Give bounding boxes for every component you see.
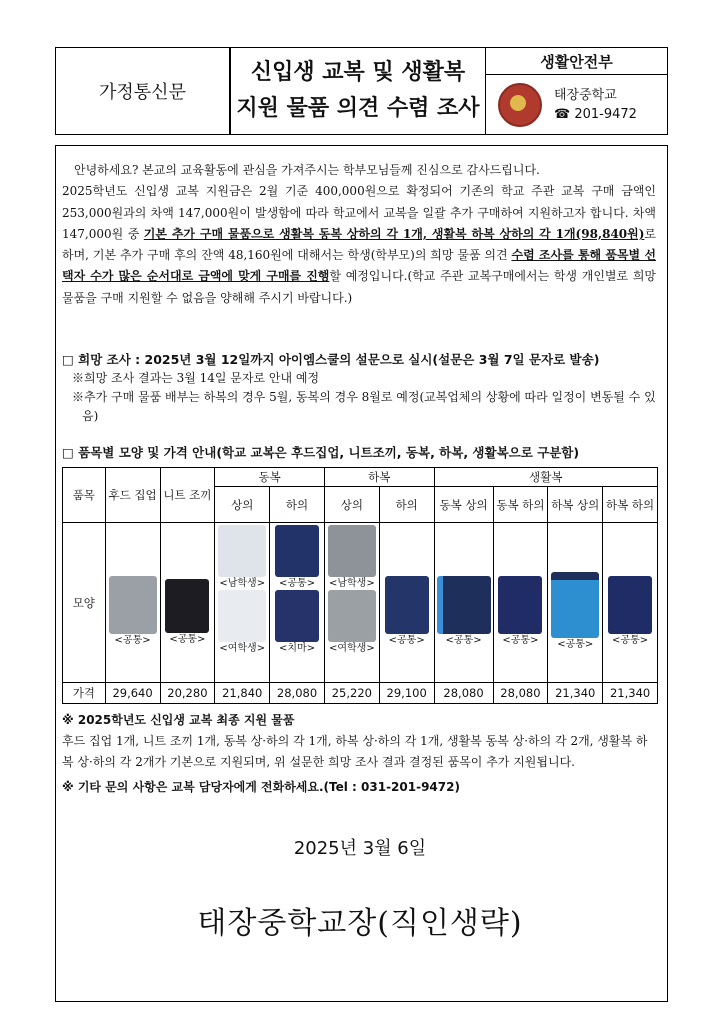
final-heading: ※ 2025학년도 신입생 교복 최종 지원 물품 [62, 713, 295, 727]
winter-shirt-female-image [218, 590, 266, 642]
price-table: 품목 후드 집업 니트 조끼 동복 하복 생활복 상의 하의 상의 하의 동복 상의 동복 하의 하복 상의 하복 하의 모양 <공통> <공통> <남학생> <여학생> <공통> <치마> <남학생> <여학생> <공통> <공통> <공통> <공통> <공통> 가격 29,640 20,280 21,840 28,080 25,220 29,100 28,080 28,080 21,340 21,340 [62, 467, 658, 704]
department-label: 생활안전부 [486, 48, 667, 75]
col-hood: 후드 집업 [105, 468, 160, 523]
price-cell: 28,080 [270, 683, 325, 704]
price-cell: 29,640 [105, 683, 160, 704]
basic-purchase-highlight: 기본 추가 구매 물품으로 생활복 동복 상하의 각 1개, 생활복 하복 상하의 각 1개(98,840원) [143, 226, 645, 241]
school-phone: ☎ 201-9472 [554, 106, 637, 122]
principal-signature: 태장중학교장(직인생략) [197, 906, 523, 941]
price-cell: 21,340 [603, 683, 658, 704]
col-life-3: 하복 하의 [603, 487, 658, 523]
life-winter-top-image [437, 576, 491, 634]
price-cell: 21,840 [215, 683, 270, 704]
issuer-block [486, 48, 667, 134]
hood-zipup-image [109, 576, 157, 634]
row-price-label: 가격 [63, 683, 106, 704]
title-line-1: 신입생 교복 및 생활복 [250, 60, 466, 85]
col-summer: 하복 [324, 468, 434, 487]
newsletter-label: 가정통신문 [56, 48, 231, 134]
price-cell: 21,340 [548, 683, 603, 704]
col-item: 품목 [63, 468, 106, 523]
survey-note-1: ※희망 조사 결과는 3월 14일 문자로 안내 예정 [72, 371, 320, 385]
price-cell: 25,220 [324, 683, 379, 704]
price-cell: 28,080 [434, 683, 493, 704]
row-shape-label: 모양 [63, 523, 106, 683]
greeting: 안녕하세요? 본교의 교육활동에 관심을 가져주시는 학부모님들께 진심으로 감사드립니다. [74, 163, 540, 177]
col-summer-bottom: 하의 [379, 487, 434, 523]
items-heading: □ 품목별 모양 및 가격 안내(학교 교복은 후드집업, 니트조끼, 동복, 하복, 생활복으로 구분함) [62, 445, 580, 460]
document-title [231, 48, 486, 134]
col-summer-top: 상의 [324, 487, 379, 523]
col-winter: 동복 [215, 468, 325, 487]
col-life-1: 동복 하의 [493, 487, 548, 523]
price-cell: 20,280 [160, 683, 215, 704]
col-life-2: 하복 상의 [548, 487, 603, 523]
price-cell: 29,100 [379, 683, 434, 704]
school-seal-icon [498, 83, 542, 127]
contact-line: ※ 기타 문의 사항은 교복 담당자에게 전화하세요.(Tel : 031-201-9472) [62, 780, 460, 794]
intro-body: 2025학년도 신입생 교복 지원금은 2월 기준 400,000원으로 확정되어 기존의 학교 주관 교복 구매 금액인 253,000원과의 차액 147,000원이 발생함에 따라 학교에서 교복을 일괄 추가 구매하여 지원하고자 합니다. 차액 147,000원 중 기본 추가 구매 물품으로 생활복 동복 상하의 각 1개, 생활복 하복 상하의 각 1개(98,840원)로 하며, 기본 추가 구매 후의 잔액 48,160원에 대해서는 학생(학부모)의 희망 물품 의견 수렴 조사를 통해 품목별 선택자 수가 많은 순서대로 금액에 맞게 구매를 진행할 예정입니다.(학교 주관 교복구매에서는 학생 개인별로 희망 물품을 구매 지원할 수 없음을 양해해 주시기 바랍니다.) [62, 184, 657, 305]
survey-note-2: ※추가 구매 물품 배부는 하복의 경우 5월, 동복의 경우 8월로 예정(교복업체의 상황에 따라 일정이 변동될 수 있음) [72, 390, 656, 423]
summer-shirt-male-image [328, 525, 376, 577]
survey-purchase-highlight: 수렴 조사를 통해 품목별 선택자 수가 많은 순서대로 금액에 맞게 구매를 진행 [62, 248, 656, 284]
life-summer-bottom-image [608, 576, 652, 634]
survey-heading: □ 희망 조사 : 2025년 3월 12일까지 아이엠스쿨의 설문으로 실시(설문은 3월 7일 문자로 발송) [62, 352, 600, 367]
title-line-2: 지원 물품 의견 수렴 조사 [236, 96, 480, 121]
life-winter-bottom-image [498, 576, 542, 634]
col-life-0: 동복 상의 [434, 487, 493, 523]
header-table [55, 47, 668, 135]
col-winter-top: 상의 [215, 487, 270, 523]
col-knit: 니트 조끼 [160, 468, 215, 523]
final-support-section [62, 710, 658, 798]
intro-paragraph [62, 160, 656, 309]
price-cell: 28,080 [493, 683, 548, 704]
winter-skirt-image [275, 590, 319, 642]
summer-shirt-female-image [328, 590, 376, 642]
winter-shirt-male-image [218, 525, 266, 577]
col-winter-bottom: 하의 [270, 487, 325, 523]
col-life: 생활복 [434, 468, 657, 487]
summer-pants-image [385, 576, 429, 634]
life-summer-top-image [551, 572, 599, 638]
final-body: 후드 집업 1개, 니트 조끼 1개, 동복 상·하의 각 1개, 하복 상·하의 각 1개, 생활복 동복 상·하의 각 2개, 생활복 하복 상·하의 각 2개가 기본으로 지원되며, 위 설문한 희망 조사 결과 결정된 품목이 추가 지원됩니다. [62, 734, 648, 769]
winter-pants-image [275, 525, 319, 577]
knit-vest-image [165, 579, 209, 633]
issue-date: 2025년 3월 6일 [293, 838, 427, 859]
school-name: 태장중학교 [554, 87, 617, 103]
